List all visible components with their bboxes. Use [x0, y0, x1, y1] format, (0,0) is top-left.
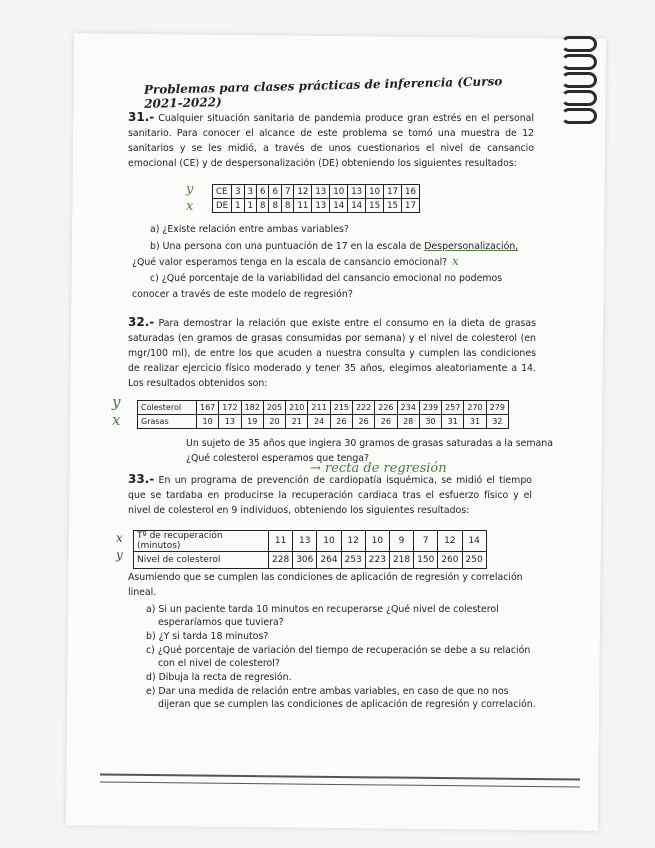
table-cell: 10 [366, 185, 384, 199]
table-cell: 264 [317, 552, 341, 569]
table-recuperacion-colesterol [133, 530, 487, 569]
handwritten-x-31: x [186, 199, 194, 214]
table-cell: 17 [384, 185, 402, 199]
table-row-colesterol-33 [134, 552, 487, 569]
table-cell: 8 [269, 199, 281, 213]
spiral-binding [567, 34, 597, 134]
problem-33-intro: En un programa de prevención de cardiopatía isquémica, se midió el tiempo que se tardaba en producirse la recuperación cardiaca tras el esfuerzo físico y el nivel de colesterol en 9 individuos, obteniendo los siguientes resultados: [128, 475, 533, 516]
row-label: DE [213, 199, 232, 213]
table-cell: 7 [414, 531, 438, 552]
table-cell: 31 [464, 415, 486, 429]
table-cell: 14 [348, 199, 366, 213]
question-33c-line2: con el nivel de colesterol? [158, 658, 280, 669]
table-cell: 31 [442, 415, 464, 429]
table-cell: 8 [281, 199, 293, 213]
table-row-recuperacion [134, 531, 487, 552]
table-cell: 167 [197, 401, 219, 415]
table-cell: 182 [241, 401, 263, 415]
problem-32-text [128, 315, 536, 391]
table-cell: 16 [402, 185, 420, 199]
table-cell: 253 [341, 552, 365, 569]
table-row-grasas [138, 415, 509, 429]
table-cell: 6 [269, 185, 281, 199]
assumption-33: Asumiendo que se cumplen las condiciones de aplicación de regresión y correlación lineal. [128, 572, 523, 598]
table-cell: 10 [317, 531, 341, 552]
handwritten-x-32: x [112, 411, 121, 429]
problem-33-number: 33.- [128, 472, 155, 486]
table-colesterol-grasas [137, 400, 509, 429]
question-33a-line2: esperaríamos que tuviera? [158, 617, 284, 628]
table-cell: 205 [263, 401, 285, 415]
table-cell: 26 [352, 415, 374, 429]
question-33d: d) Dibuja la recta de regresión. [146, 672, 292, 683]
table-cell: 226 [375, 401, 397, 415]
problem-33-text [128, 472, 532, 518]
question-33e-line2: dijeran que se cumplen las condiciones de aplicación de regresión y correlación. [158, 699, 536, 710]
row-label: Nivel de colesterol [134, 552, 269, 569]
row-label: Tº de recuperación (minutos) [134, 531, 269, 552]
table-cell: 28 [397, 415, 419, 429]
table-row-ce [213, 185, 420, 199]
problem-31-intro: Cualquier situación sanitaria de pandemia produce gran estrés en el personal sanitario. Para conocer el alcance de este problema se tomó una muestra de 12 sanitarios y se les midió, a través de unos cuestionarios el nivel de cansancio emocional (CE) y de despersonalización (DE) obteniendo los siguientes resultados: [128, 113, 534, 169]
table-cell: 250 [462, 552, 486, 569]
table-cell: 7 [281, 185, 293, 199]
table-cell: 270 [464, 401, 486, 415]
table-cell: 12 [438, 531, 462, 552]
table-cell: 11 [269, 531, 293, 552]
table-cell: 8 [257, 199, 269, 213]
table-cell: 215 [330, 401, 352, 415]
table-cell: 32 [486, 415, 508, 429]
table-cell: 21 [286, 415, 308, 429]
question-31c-line2: conocer a través de este modelo de regresión? [132, 289, 353, 300]
table-cell: 14 [330, 199, 348, 213]
table-cell: 13 [293, 531, 317, 552]
table-cell: 13 [312, 185, 330, 199]
table-cell: 13 [219, 415, 241, 429]
row-label: Grasas [138, 415, 197, 429]
question-31b-text: b) Una persona con una puntuación de 17 en la escala de [150, 241, 425, 252]
table-cell: 11 [294, 199, 312, 213]
handwritten-mark-31: x [452, 254, 459, 268]
table-cell: 9 [389, 531, 413, 552]
table-cell: 239 [419, 401, 441, 415]
handwritten-y-32: y [112, 393, 121, 411]
table-cell: 223 [365, 552, 389, 569]
table-cell: 13 [312, 199, 330, 213]
table-cell: 14 [462, 531, 486, 552]
question-33b: b) ¿Y si tarda 18 minutos? [146, 631, 269, 642]
table-cell: 210 [286, 401, 308, 415]
question-31b-line1 [150, 239, 540, 254]
page-title: Problemas para clases prácticas de inferencia (Curso 2021-2022) [143, 74, 503, 111]
table-cell: 6 [257, 185, 269, 199]
table-cell: 17 [402, 199, 420, 213]
table-row-colesterol [138, 401, 509, 415]
question-31b-line2: ¿Qué valor esperamos tenga en la escala de cansancio emocional? [132, 257, 448, 268]
table-cell: 279 [486, 401, 508, 415]
table-cell: 222 [352, 401, 374, 415]
table-cell: 15 [384, 199, 402, 213]
table-cell: 19 [241, 415, 263, 429]
handwritten-note-32: → recta de regresión [310, 461, 447, 476]
problem-31-number: 31.- [128, 110, 155, 124]
table-cell: 26 [330, 415, 352, 429]
table-cell: 3 [244, 185, 256, 199]
table-cell: 26 [375, 415, 397, 429]
row-label: CE [213, 185, 232, 199]
table-cell: 13 [348, 185, 366, 199]
table-cell: 24 [308, 415, 330, 429]
table-cell: 20 [263, 415, 285, 429]
question-32-line2: ¿Qué colesterol esperamos que tenga? [186, 453, 370, 464]
question-32-line1: Un sujeto de 35 años que ingiera 30 gramos de grasas saturadas a la semana [186, 438, 553, 449]
table-cell: 150 [414, 552, 438, 569]
table-row-de [213, 199, 420, 213]
table-cell: 3 [232, 185, 244, 199]
table-cell: 1 [244, 199, 256, 213]
problem-32-intro: Para demostrar la relación que existe entre el consumo en la dieta de grasas saturadas (en gramos de grasas consumidas por semana) y el nivel de colesterol (en mgr/100 ml), de entre los que acuden a nuestra consulta y cumplen las condiciones de realizar ejercicio físico moderado y tener 35 años, elegimos aleatoriamente a 14. Los resultados obtenidos son: [128, 318, 537, 389]
table-cell: 1 [232, 199, 244, 213]
table-cell: 257 [442, 401, 464, 415]
question-33c-line1: c) ¿Qué porcentaje de variación del tiempo de recuperación se debe a su relación [146, 645, 531, 656]
question-33e-line1: e) Dar una medida de relación entre ambas variables, en caso de que no nos [146, 686, 509, 697]
table-ce-de [212, 184, 420, 213]
table-cell: 10 [330, 185, 348, 199]
problem-32-number: 32.- [128, 315, 155, 329]
table-cell: 234 [397, 401, 419, 415]
question-33a-line1: a) Si un paciente tarda 10 minutos en recuperarse ¿Qué nivel de colesterol [146, 604, 499, 615]
table-cell: 218 [389, 552, 413, 569]
table-cell: 12 [294, 185, 312, 199]
handwritten-y-33: y [116, 548, 123, 562]
row-label: Colesterol [138, 401, 197, 415]
table-cell: 10 [197, 415, 219, 429]
handwritten-y-31: y [186, 182, 194, 197]
problem-31-text [128, 110, 534, 171]
table-cell: 228 [269, 552, 293, 569]
table-cell: 260 [438, 552, 462, 569]
table-cell: 306 [293, 552, 317, 569]
question-31a: a) ¿Existe relación entre ambas variables? [150, 224, 349, 235]
table-cell: 10 [365, 531, 389, 552]
underlined-word: Despersonalización, [424, 241, 519, 252]
table-cell: 15 [366, 199, 384, 213]
handwritten-x-33: x [116, 531, 123, 545]
table-cell: 172 [219, 401, 241, 415]
question-31c-line1: c) ¿Qué porcentaje de la variabilidad del cansancio emocional no podemos [150, 273, 503, 284]
table-cell: 211 [308, 401, 330, 415]
table-cell: 30 [419, 415, 441, 429]
table-cell: 12 [341, 531, 365, 552]
